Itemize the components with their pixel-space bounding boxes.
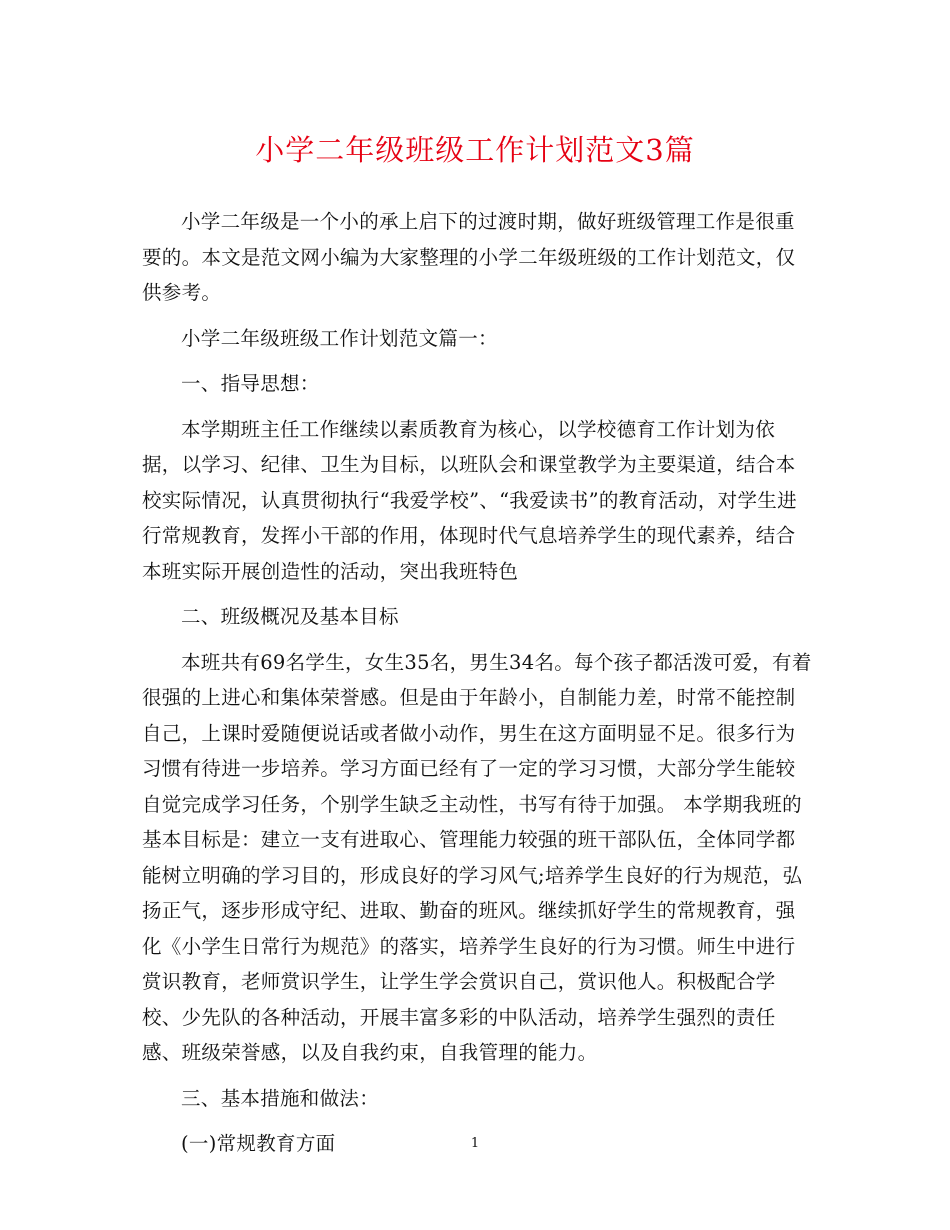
paragraph-guiding-ideology: 本学期班主任工作继续以素质教育为核心，以学校德育工作计划为依据，以学习、纪律、卫生为目标，以班队会和课堂教学为主要渠道，结合本校实际情况，认真贯彻执行“我爱学校”、“我爱读书”的教育活动，对学生进行常规教育，发挥小干部的作用，体现时代气息培养学生的现代素养，结合本班实际开展创造性的活动，突出我班特色 bbox=[142, 417, 797, 583]
heading-guiding-ideology: 一、指导思想： bbox=[181, 372, 320, 395]
document-body bbox=[142, 204, 812, 1172]
heading-measures: 三、基本措施和做法： bbox=[181, 1086, 380, 1110]
subheading-routine-education: (一)常规教育方面 bbox=[181, 1132, 336, 1155]
paragraph-class-overview: 本班共有69名学生，女生35名，男生34名。每个孩子都活泼可爱，有着很强的上进心和集体荣誉感。但是由于年龄小，自制能力差，时常不能控制自己，上课时爱随便说话或者做小动作，男生在这方面明显不足。很多行为习惯有待进一步培养。学习方面已经有了一定的学习习惯，大部分学生能较自觉完成学习任务，个别学生缺乏主动性，书写有待于加强。 本学期我班的基本目标是：建立一支有进取心、管理能力较强的班干部队伍，全体同学都能树立明确的学习目的，形成良好的学习风气;培养学生良好的行为规范，弘扬正气，逐步形成守纪、进取、勤奋的班风。继续抓好学生的常规教育，强化《小学生日常行为规范》的落实，培养学生良好的行为习惯。师生中进行赏识教育，老师赏识学生，让学生学会赏识自己，赏识他人。积极配合学校、少先队的各种活动，开展丰富多彩的中队活动，培养学生强烈的责任感、班级荣誉感，以及自我约束，自我管理的能力。 bbox=[142, 650, 812, 1064]
intro-paragraph: 小学二年级是一个小的承上启下的过渡时期，做好班级管理工作是很重要的。本文是范文网小编为大家整理的小学二年级班级的工作计划范文，仅供参考。 bbox=[142, 210, 796, 304]
document-title: 小学二年级班级工作计划范文3篇 bbox=[255, 133, 695, 167]
section-heading-part-one: 小学二年级班级工作计划范文篇一： bbox=[181, 326, 498, 350]
heading-class-overview: 二、班级概况及基本目标 bbox=[181, 605, 399, 628]
page-number: 1 bbox=[470, 1136, 480, 1151]
